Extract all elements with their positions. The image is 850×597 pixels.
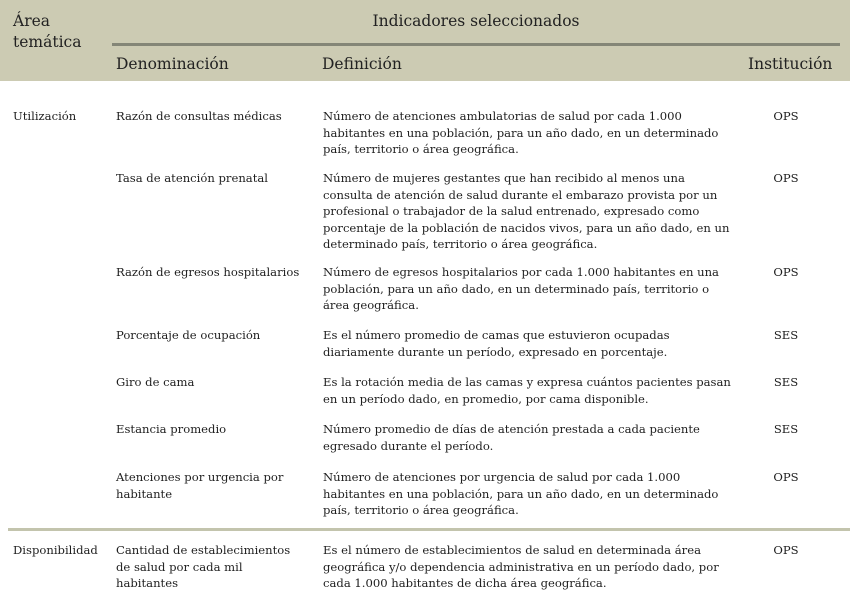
indicator-name: Cantidad de establecimientos de salud por cada mil habitantes bbox=[116, 543, 291, 590]
header-indicadores-seleccionados: Indicadores seleccionados bbox=[372, 12, 580, 30]
column-header-institucion: Institución bbox=[748, 55, 833, 73]
table-header bbox=[0, 0, 850, 81]
indicator-name: Tasa de atención prenatal bbox=[116, 171, 268, 185]
indicator-institution: SES bbox=[773, 422, 799, 436]
indicator-name: Razón de egresos hospitalarios bbox=[116, 265, 300, 279]
indicator-name: Porcentaje de ocupación bbox=[116, 328, 261, 342]
header-area-tematica: Área temática bbox=[13, 12, 82, 51]
indicator-name: Atenciones por urgencia por habitante bbox=[116, 470, 284, 501]
indicator-definition: Número de atenciones por urgencia de salud por cada 1.000 habitantes en una población, para un año dado, en un determinado país, territorio o área geográfica. bbox=[323, 470, 719, 517]
area-utilizacion: Utilización bbox=[13, 109, 77, 123]
indicator-institution: OPS bbox=[773, 171, 799, 185]
column-header-definicion: Definición bbox=[322, 55, 402, 73]
indicator-definition: Número de egresos hospitalarios por cada 1.000 habitantes en una población, para un año dado, en un determinado país, territorio o área geográfica. bbox=[323, 265, 719, 312]
indicator-institution: OPS bbox=[773, 109, 799, 123]
indicator-institution: OPS bbox=[773, 470, 799, 484]
indicator-institution: OPS bbox=[773, 543, 799, 557]
indicator-name: Razón de consultas médicas bbox=[116, 109, 282, 123]
column-header-denominacion: Denominación bbox=[116, 55, 229, 73]
indicator-institution: SES bbox=[773, 375, 799, 389]
indicator-definition: Es la rotación media de las camas y expresa cuántos pacientes pasan en un período dado, en promedio, por cama disponible. bbox=[323, 375, 731, 406]
indicator-definition: Es el número de establecimientos de salud en determinada área geográfica y/o dependencia administrativa en un período dado, por cada 1.000 habitantes de dicha área geográfica. bbox=[323, 543, 719, 590]
indicator-definition: Es el número promedio de camas que estuvieron ocupadas diariamente durante un período, expresado en porcentaje. bbox=[323, 328, 670, 359]
area-disponibilidad: Disponibilidad bbox=[13, 543, 98, 557]
indicator-definition: Número de mujeres gestantes que han recibido al menos una consulta de atención de salud durante el embarazo provista por un profesional o trabajador de la salud entrenado, expresado como porcentaje de la población de nacidos vivos, para un año dado, en un determinado país, territorio o área geográfica. bbox=[323, 171, 730, 251]
section-divider bbox=[8, 528, 850, 531]
indicator-definition: Número de atenciones ambulatorias de salud por cada 1.000 habitantes en una población, para un año dado, en un determinado país, territorio o área geográfica. bbox=[323, 109, 719, 156]
indicator-institution: OPS bbox=[773, 265, 799, 279]
indicator-definition: Número promedio de días de atención prestada a cada paciente egresado durante el período. bbox=[323, 422, 700, 453]
indicator-institution: SES bbox=[773, 328, 799, 342]
header-group-rule bbox=[112, 43, 840, 46]
indicator-name: Estancia promedio bbox=[116, 422, 227, 436]
indicator-name: Giro de cama bbox=[116, 375, 195, 389]
